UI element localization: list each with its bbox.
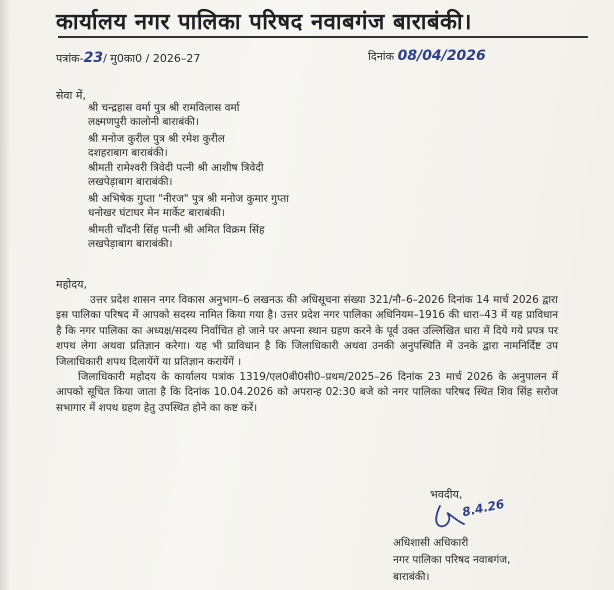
- salutation: महोदय,: [56, 278, 87, 291]
- signatory-designation: [393, 535, 510, 586]
- addressee-name: श्रीमती चाँदनी सिंह पत्नी श्री अमित विक्रम सिंह: [88, 224, 265, 236]
- addressee-name: श्री चन्द्रहास वर्मा पुत्र श्री रामविलास वर्मा: [88, 102, 240, 114]
- letterhead-underline: [58, 36, 588, 38]
- addressee-name: श्री मनोज कुरील पुत्र श्री रमेश कुरील: [88, 133, 225, 145]
- addressee-name: श्री अभिषेक गुप्ता "नीरज" पुत्र श्री मनोज कुमार गुप्ता: [88, 193, 289, 205]
- date-handwritten-value: 08/04/2026: [397, 48, 486, 64]
- addressee-1: [88, 101, 239, 129]
- letter-date: [368, 48, 486, 64]
- addressee-address: लक्ष्मणपुरी कालोनी बाराबंकी।: [88, 116, 199, 128]
- body-paragraph-2: [56, 370, 558, 416]
- letterhead-title: कार्यालय नगर पालिका परिषद नवाबगंज बाराबंकी।: [56, 10, 472, 35]
- letter-body: [56, 293, 558, 416]
- signature-date: 8.4.26: [461, 496, 506, 520]
- date-label: दिनांक: [368, 50, 395, 63]
- page-edge-shadow: [0, 0, 10, 590]
- addressee-5: [88, 223, 265, 251]
- addressee-address: लखपेड़ाबाग बाराबंकी।: [88, 238, 173, 250]
- addressee-3: [88, 161, 264, 189]
- addressee-address: धनोखर घंटाघर मेन मार्केट बाराबंकी।: [88, 207, 225, 219]
- reference-number: [56, 50, 200, 66]
- designation-line-3: बाराबंकी।: [393, 571, 430, 583]
- addressee-4: [88, 192, 289, 220]
- closing-bhavdiya: भवदीय,: [430, 488, 463, 501]
- designation-line-1: अधिशासी अधिकारी: [393, 537, 469, 549]
- body-paragraph-2-text: जिलाधिकारी महोदय के कार्यालय पत्रांक 1319/एल0बी0सी0–प्रथम/2025–26 दिनांक 23 मार्च 2026 के अनुपालन में आपको सूचित किया जाता है कि दिनांक 10.04.2026 को अपरान्ह 02:30 बजे को नगर पालिका परिषद स्थित शिव सिंह सरोज सभागार में शपथ ग्रहण हेतु उपस्थित होने का कष्ट करें।: [56, 371, 558, 414]
- body-paragraph-1: उत्तर प्रदेश शासन नगर विकास अनुभाग–6 लखनऊ की अधिसूचना संख्या 321/नौ–6–2026 दिनांक 14 मार्च 2026 द्वारा इस पालिका परिषद में आपको सदस्य नामित किया गया है। उत्तर प्रदेश नगर पालिका अधिनियम–1916 की धारा–43 में यह प्राविधान है कि नगर पालिका का अध्यक्ष/सदस्य निर्वाचित हो जाने पर अपना स्थान ग्रहण करने के पूर्व उक्त उल्लिखित धारा में दिये गये प्रपत्र पर शपथ लेगा अथवा प्रतिज्ञान करेगा। यह भी प्राविधान है कि जिलाधिकारी अथवा उनकी अनुपस्थिति में उनके द्वारा नामनिर्दिष्ट उप जिलाधिकारी शपथ दिलायेंगें या प्रतिज्ञान करायेंगें ।: [56, 294, 558, 368]
- reference-suffix: / मु0का0 / 2026–27: [103, 52, 201, 65]
- reference-label: पत्रांक-: [56, 52, 84, 65]
- addressee-name: श्रीमती रामेश्वरी त्रिवेदी पत्नी श्री आशीष त्रिवेदी: [88, 162, 264, 174]
- addressee-address: लखपेड़ाबाग बाराबंकी।: [88, 176, 173, 188]
- addressee-2: [88, 132, 225, 160]
- seva-men: सेवा में,: [56, 89, 86, 102]
- designation-line-2: नगर पालिका परिषद नवाबगंज,: [393, 554, 511, 566]
- addressee-address: दशहराबाग बाराबंकी।: [88, 147, 168, 159]
- reference-handwritten-number: 23: [83, 50, 104, 66]
